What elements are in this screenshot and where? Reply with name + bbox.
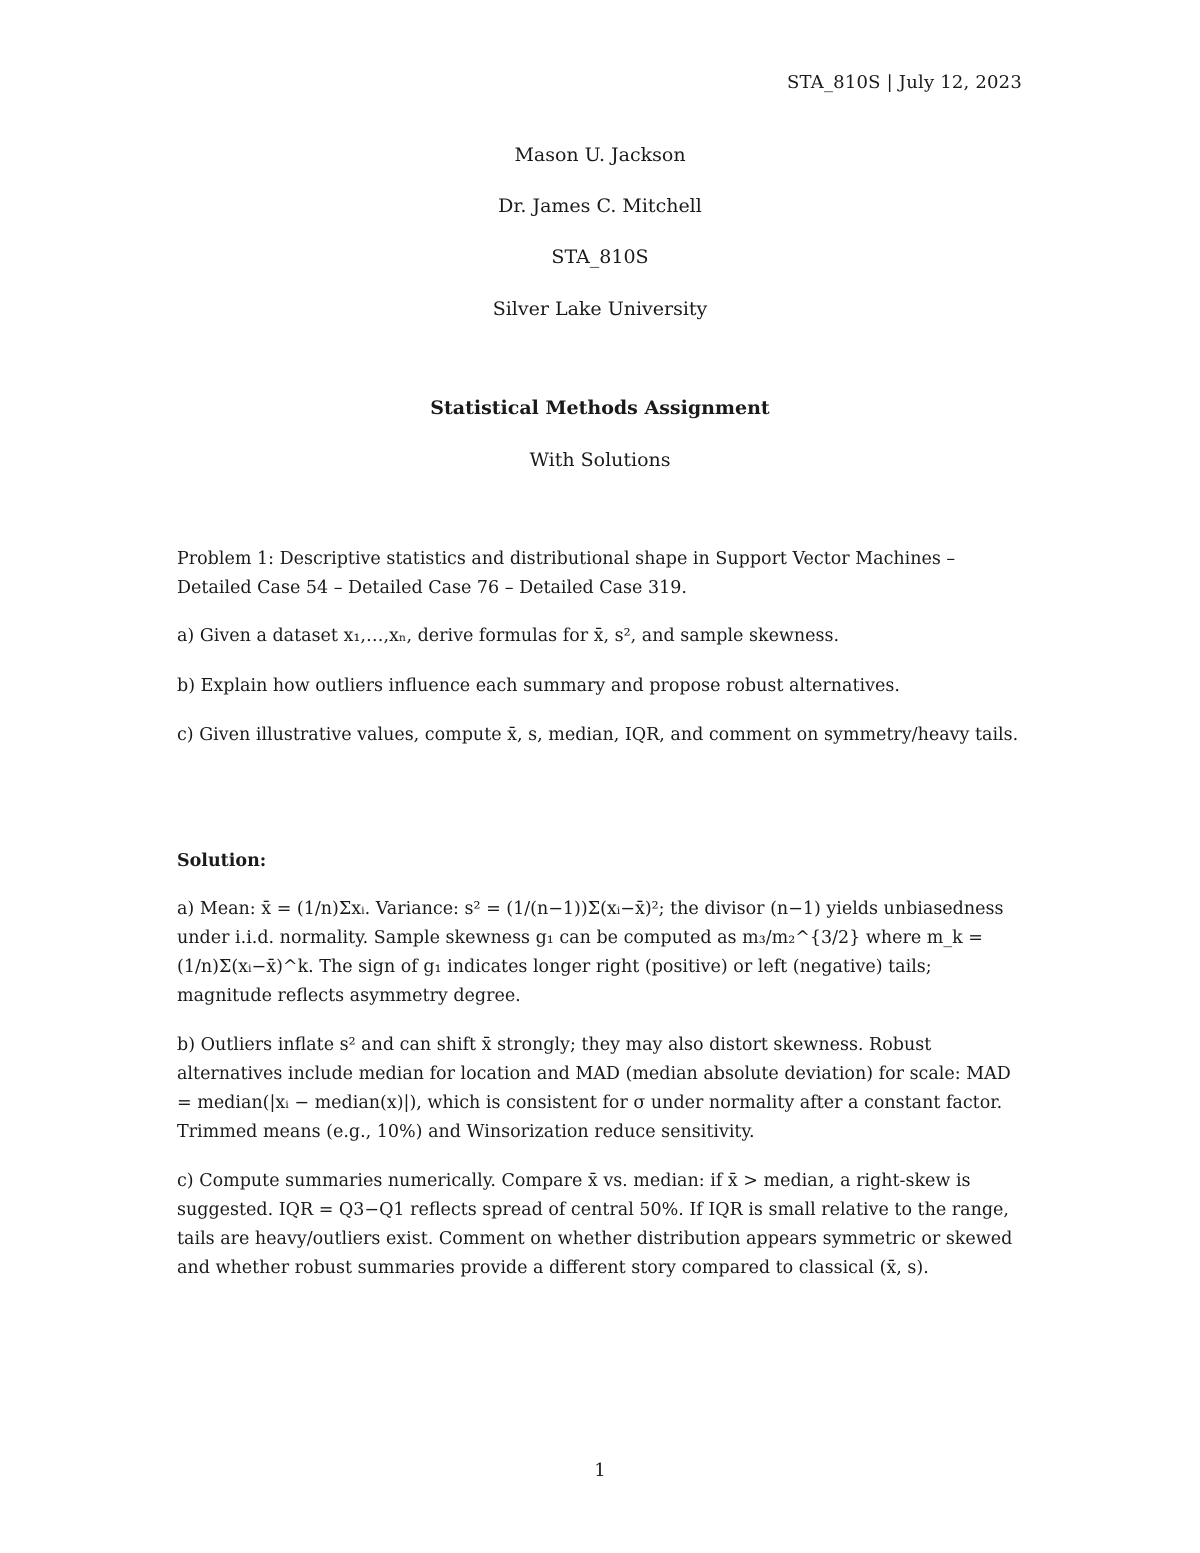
problem-part-a: a) Given a dataset x₁,…,xₙ, derive formulas for x̄, s², and sample skewness.	[177, 626, 840, 646]
page-number: 1	[594, 1460, 606, 1481]
problem-part-c: c) Given illustrative values, compute x̄, s, median, IQR, and comment on symmetry/heavy tails.	[177, 725, 1019, 745]
solution-part-c-block	[177, 1167, 1022, 1283]
solution-part-a-block	[177, 895, 1022, 1011]
problem-part-b-block	[177, 672, 1022, 701]
course-code: STA_810S	[551, 246, 649, 268]
problem-statement: Problem 1: Descriptive statistics and distributional shape in Support Vector Machines – Detailed Case 54 – Detailed Case 76 – Detailed Case 319.	[177, 549, 956, 598]
solution-heading: Solution:	[177, 851, 267, 871]
document-subtitle: With Solutions	[529, 449, 671, 471]
solution-part-b: b) Outliers inflate s² and can shift x̄ strongly; they may also distort skewness. Robust alternatives include median for location and MAD (median absolute deviation) for scale: MAD = median(|xᵢ − median(x)|), which is consistent for σ under normality after a constant factor. Trimmed means (e.g., 10%) and Winsorization reduce sensitivity.	[177, 1035, 1011, 1142]
problem-section	[177, 545, 1022, 603]
solution-heading-block	[177, 847, 1022, 876]
instructor-name: Dr. James C. Mitchell	[498, 195, 702, 217]
page-header: STA_810S | July 12, 2023	[787, 72, 1022, 93]
institution-name: Silver Lake University	[492, 298, 708, 320]
document-title: Statistical Methods Assignment	[430, 397, 770, 419]
problem-part-a-block	[177, 622, 1022, 651]
problem-part-b: b) Explain how outliers influence each summary and propose robust alternatives.	[177, 676, 900, 696]
author-name: Mason U. Jackson	[514, 144, 686, 166]
solution-part-a: a) Mean: x̄ = (1/n)Σxᵢ. Variance: s² = (1/(n−1))Σ(xᵢ−x̄)²; the divisor (n−1) yields unbiasedness under i.i.d. normality. Sample skewness g₁ can be computed as m₃/m₂^{3/2} where m_k = (1/n)Σ(xᵢ−x̄)^k. The sign of g₁ indicates longer right (positive) or left (negative) tails; magnitude reflects asymmetry degree.	[177, 899, 1004, 1006]
solution-part-b-block	[177, 1031, 1022, 1147]
problem-part-c-block	[177, 721, 1022, 750]
solution-part-c: c) Compute summaries numerically. Compare x̄ vs. median: if x̄ > median, a right-skew is suggested. IQR = Q3−Q1 reflects spread of central 50%. If IQR is small relative to the range, tails are heavy/outliers exist. Comment on whether distribution appears symmetric or skewed and whether robust summaries provide a different story compared to classical (x̄, s).	[177, 1171, 1013, 1278]
